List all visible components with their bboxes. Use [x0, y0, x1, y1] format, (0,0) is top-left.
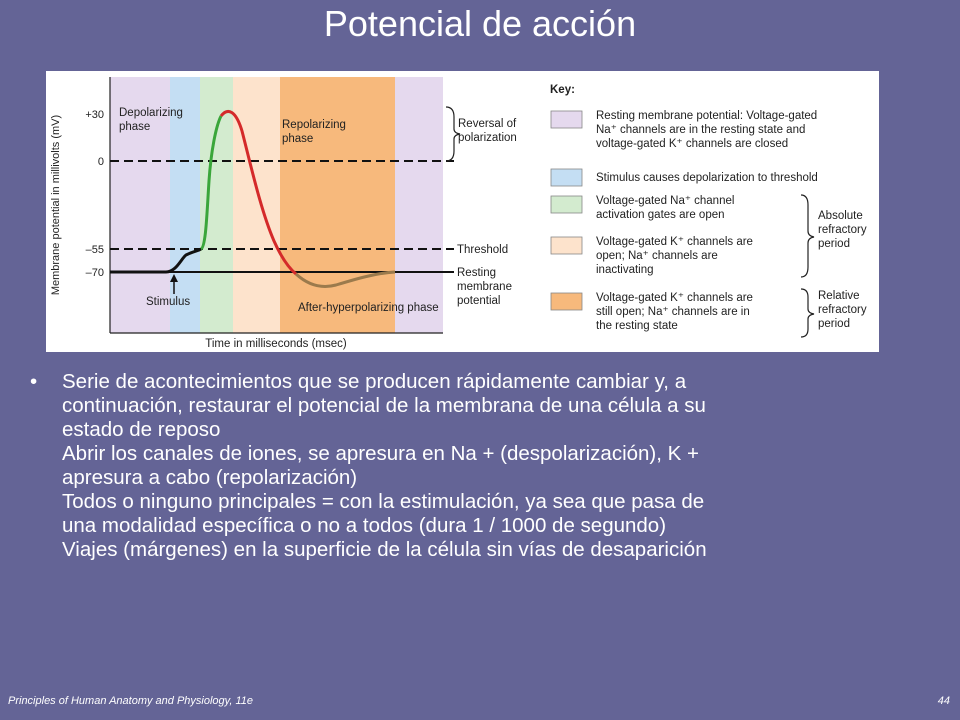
- key-swatch-stimulus: [551, 169, 582, 186]
- key-item-2-line-1: Stimulus causes depolarization to threshold: [596, 172, 818, 184]
- tick-plus30: +30: [85, 109, 104, 121]
- reversal-label: Reversal of: [458, 118, 517, 130]
- absolute-label-2: refractory: [818, 224, 867, 236]
- bullet-line: continuación, restaurar el potencial de la membrana de una célula a su: [62, 394, 706, 417]
- bullet-line: apresura a cabo (repolarización): [62, 466, 358, 489]
- absolute-refractory-bracket: [801, 195, 814, 277]
- resting-label-1: Resting: [457, 267, 496, 279]
- bullet-line: Serie de acontecimientos que se producen rápidamente cambiar y, a: [62, 370, 687, 393]
- threshold-label: Threshold: [457, 244, 509, 256]
- key-item-4-line-1: Voltage-gated K⁺ channels are: [596, 236, 753, 248]
- slide-title: Potencial de acción: [323, 3, 637, 44]
- resting-label-3: potential: [457, 295, 501, 307]
- action-potential-diagram: [46, 71, 879, 352]
- bullet-line: una modalidad específica o no a todos (dura 1 / 1000 de segundo): [62, 514, 667, 537]
- relative-label-3: period: [818, 318, 850, 330]
- key-item-1-line-2: Na⁺ channels are in the resting state and: [596, 124, 806, 136]
- tick-0: 0: [97, 156, 104, 168]
- key-heading: Key:: [550, 84, 575, 96]
- bullet-text: [62, 370, 930, 562]
- key-item-4-line-3: inactivating: [596, 264, 654, 276]
- band-k-open: [233, 77, 280, 333]
- key-swatch-k-still-open: [551, 293, 582, 310]
- bullet-line: Abrir los canales de iones, se apresura en Na + (despolarización), K +: [62, 442, 699, 465]
- after-hyperpolarizing-label: After-hyperpolarizing phase: [298, 302, 439, 314]
- band-k-still-open: [280, 77, 395, 333]
- depolarizing-label: Depolarizing: [119, 107, 183, 119]
- bullet-dot-icon: •: [30, 370, 38, 393]
- key-item-5-line-2: still open; Na⁺ channels are in: [596, 306, 750, 318]
- footer-page-number: 44: [937, 695, 950, 707]
- depolarizing-label-2: phase: [119, 121, 151, 133]
- bullet-line: Todos o ninguno principales = con la estimulación, ya sea que pasa de: [62, 490, 705, 513]
- band-resting-right: [395, 77, 443, 333]
- repolarizing-label: Repolarizing: [282, 119, 346, 131]
- key-swatch-na-gates: [551, 196, 582, 213]
- y-axis-label: Membrane potential in millivolts (mV): [50, 114, 62, 296]
- key-item-1-line-3: voltage-gated K⁺ channels are closed: [596, 138, 789, 150]
- bullet-line: Viajes (márgenes) en la superficie de la célula sin vías de desaparición: [62, 538, 707, 561]
- key-item-3-line-1: Voltage-gated Na⁺ channel: [596, 195, 735, 207]
- action-potential-figure: [46, 71, 879, 352]
- reversal-label-2: polarization: [458, 132, 517, 144]
- key-item-1-line-1: Resting membrane potential: Voltage-gated: [596, 110, 818, 122]
- key-item-3-line-2: activation gates are open: [596, 209, 725, 221]
- key-item-4-line-2: open; Na⁺ channels are: [596, 250, 718, 262]
- footer-source: Principles of Human Anatomy and Physiology, 11e: [8, 695, 253, 707]
- band-na-gates: [200, 77, 233, 333]
- stimulus-label: Stimulus: [146, 296, 191, 308]
- x-axis-label: Time in milliseconds (msec): [205, 338, 347, 350]
- relative-label-1: Relative: [818, 290, 860, 302]
- relative-refractory-bracket: [801, 289, 814, 337]
- key-item-5-line-1: Voltage-gated K⁺ channels are: [596, 292, 753, 304]
- key-swatch-k-open: [551, 237, 582, 254]
- repolarizing-label-2: phase: [282, 133, 314, 145]
- key-swatch-resting: [551, 111, 582, 128]
- resting-label-2: membrane: [457, 281, 512, 293]
- bullet-point: [30, 370, 930, 562]
- bullet-line: estado de reposo: [62, 418, 221, 441]
- tick-minus70: –70: [85, 267, 104, 279]
- absolute-label-3: period: [818, 238, 850, 250]
- relative-label-2: refractory: [818, 304, 867, 316]
- key-item-5-line-3: the resting state: [596, 320, 678, 332]
- absolute-label-1: Absolute: [818, 210, 863, 222]
- tick-minus55: –55: [85, 244, 104, 256]
